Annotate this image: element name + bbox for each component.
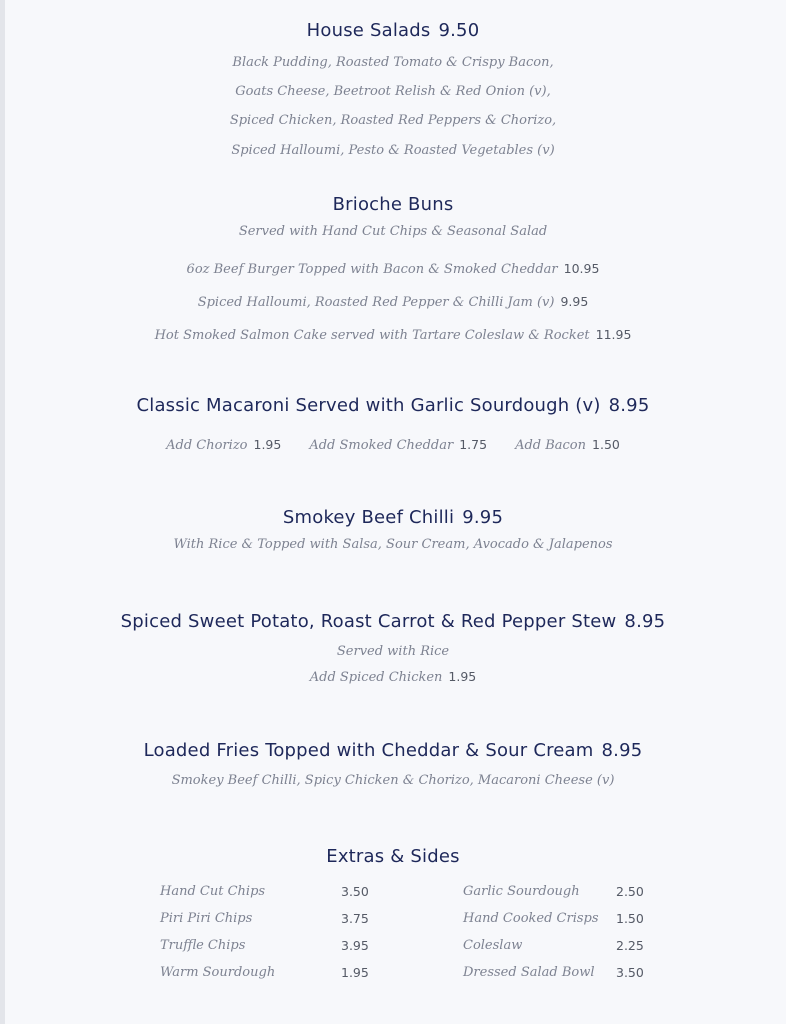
brioche-bun-item-price: 9.95 — [560, 294, 589, 309]
extra-item-name: Coleslaw — [463, 938, 523, 953]
extra-item-price: 1.50 — [616, 911, 644, 926]
macaroni-title: Classic Macaroni Served with Garlic Sourdough (v) — [136, 395, 601, 416]
house-salad-item: Spiced Halloumi, Pesto & Roasted Vegetables (v) — [231, 143, 555, 158]
fries-price: 8.95 — [601, 740, 643, 761]
extras-title: Extras & Sides — [326, 846, 460, 867]
extra-item-name: Warm Sourdough — [160, 965, 276, 980]
addon-price: 1.75 — [459, 437, 488, 452]
brioche-bun-item — [0, 261, 786, 277]
macaroni-addon — [309, 437, 487, 453]
extra-item-name: Hand Cooked Crisps — [463, 911, 599, 926]
macaroni-heading — [0, 395, 786, 416]
stew-price: 8.95 — [624, 611, 666, 632]
stew-addon — [0, 669, 786, 685]
extra-item-price: 3.50 — [341, 884, 369, 899]
brioche-bun-item-price: 10.95 — [563, 261, 600, 276]
brioche-bun-item — [0, 294, 786, 310]
house-salads-heading — [0, 20, 786, 41]
macaroni-addon — [515, 437, 620, 453]
extra-item-name: Dressed Salad Bowl — [463, 965, 595, 980]
chilli-heading — [0, 507, 786, 528]
chilli-description: With Rice & Topped with Salsa, Sour Cream, Avocado & Jalapenos — [173, 537, 613, 552]
macaroni-price: 8.95 — [608, 395, 650, 416]
chilli-title: Smokey Beef Chilli — [282, 507, 455, 528]
stew-heading — [0, 611, 786, 632]
brioche-buns-title: Brioche Buns — [332, 194, 454, 215]
brioche-bun-item-name: 6oz Beef Burger Topped with Bacon & Smoked Cheddar — [186, 262, 558, 277]
extra-item-price: 2.25 — [616, 938, 644, 953]
macaroni-addon — [166, 437, 281, 453]
house-salad-item: Spiced Chicken, Roasted Red Peppers & Chorizo, — [229, 113, 557, 128]
brioche-bun-item-name: Hot Smoked Salmon Cake served with Tartare Coleslaw & Rocket — [154, 328, 590, 343]
extra-item-price: 1.95 — [341, 965, 369, 980]
addon-name: Add Smoked Cheddar — [309, 438, 454, 453]
extra-item-name: Hand Cut Chips — [160, 884, 266, 899]
brioche-bun-item-name: Spiced Halloumi, Roasted Red Pepper & Chilli Jam (v) — [197, 295, 555, 310]
extra-item-price: 2.50 — [616, 884, 644, 899]
stew-title: Spiced Sweet Potato, Roast Carrot & Red Pepper Stew — [120, 611, 617, 632]
addon-price: 1.50 — [592, 437, 620, 452]
extra-item-price: 3.75 — [341, 911, 369, 926]
fries-description: Smokey Beef Chilli, Spicy Chicken & Chorizo, Macaroni Cheese (v) — [171, 773, 615, 788]
stew-description: Served with Rice — [336, 644, 450, 659]
addon-price: 1.95 — [253, 437, 282, 452]
extra-item-price: 3.50 — [616, 965, 644, 980]
addon-name: Add Spiced Chicken — [309, 670, 443, 685]
fries-heading — [0, 740, 786, 761]
house-salads-title: House Salads — [306, 20, 431, 41]
extra-item-name: Piri Piri Chips — [160, 911, 253, 926]
brioche-bun-item-price: 11.95 — [595, 327, 632, 342]
extra-item-name: Garlic Sourdough — [463, 884, 580, 899]
addon-price: 1.95 — [448, 669, 477, 684]
macaroni-addons — [0, 437, 786, 453]
brioche-buns-subtitle: Served with Hand Cut Chips & Seasonal Salad — [238, 224, 548, 239]
house-salad-item: Black Pudding, Roasted Tomato & Crispy Bacon, — [232, 55, 554, 70]
chilli-price: 9.95 — [462, 507, 504, 528]
house-salad-item: Goats Cheese, Beetroot Relish & Red Onion (v), — [235, 84, 551, 99]
addon-name: Add Chorizo — [166, 438, 248, 453]
house-salads-price: 9.50 — [438, 20, 480, 41]
fries-title: Loaded Fries Topped with Cheddar & Sour Cream — [143, 740, 594, 761]
brioche-bun-item — [0, 327, 786, 343]
addon-name: Add Bacon — [515, 438, 587, 453]
extra-item-name: Truffle Chips — [160, 938, 246, 953]
extra-item-price: 3.95 — [341, 938, 369, 953]
